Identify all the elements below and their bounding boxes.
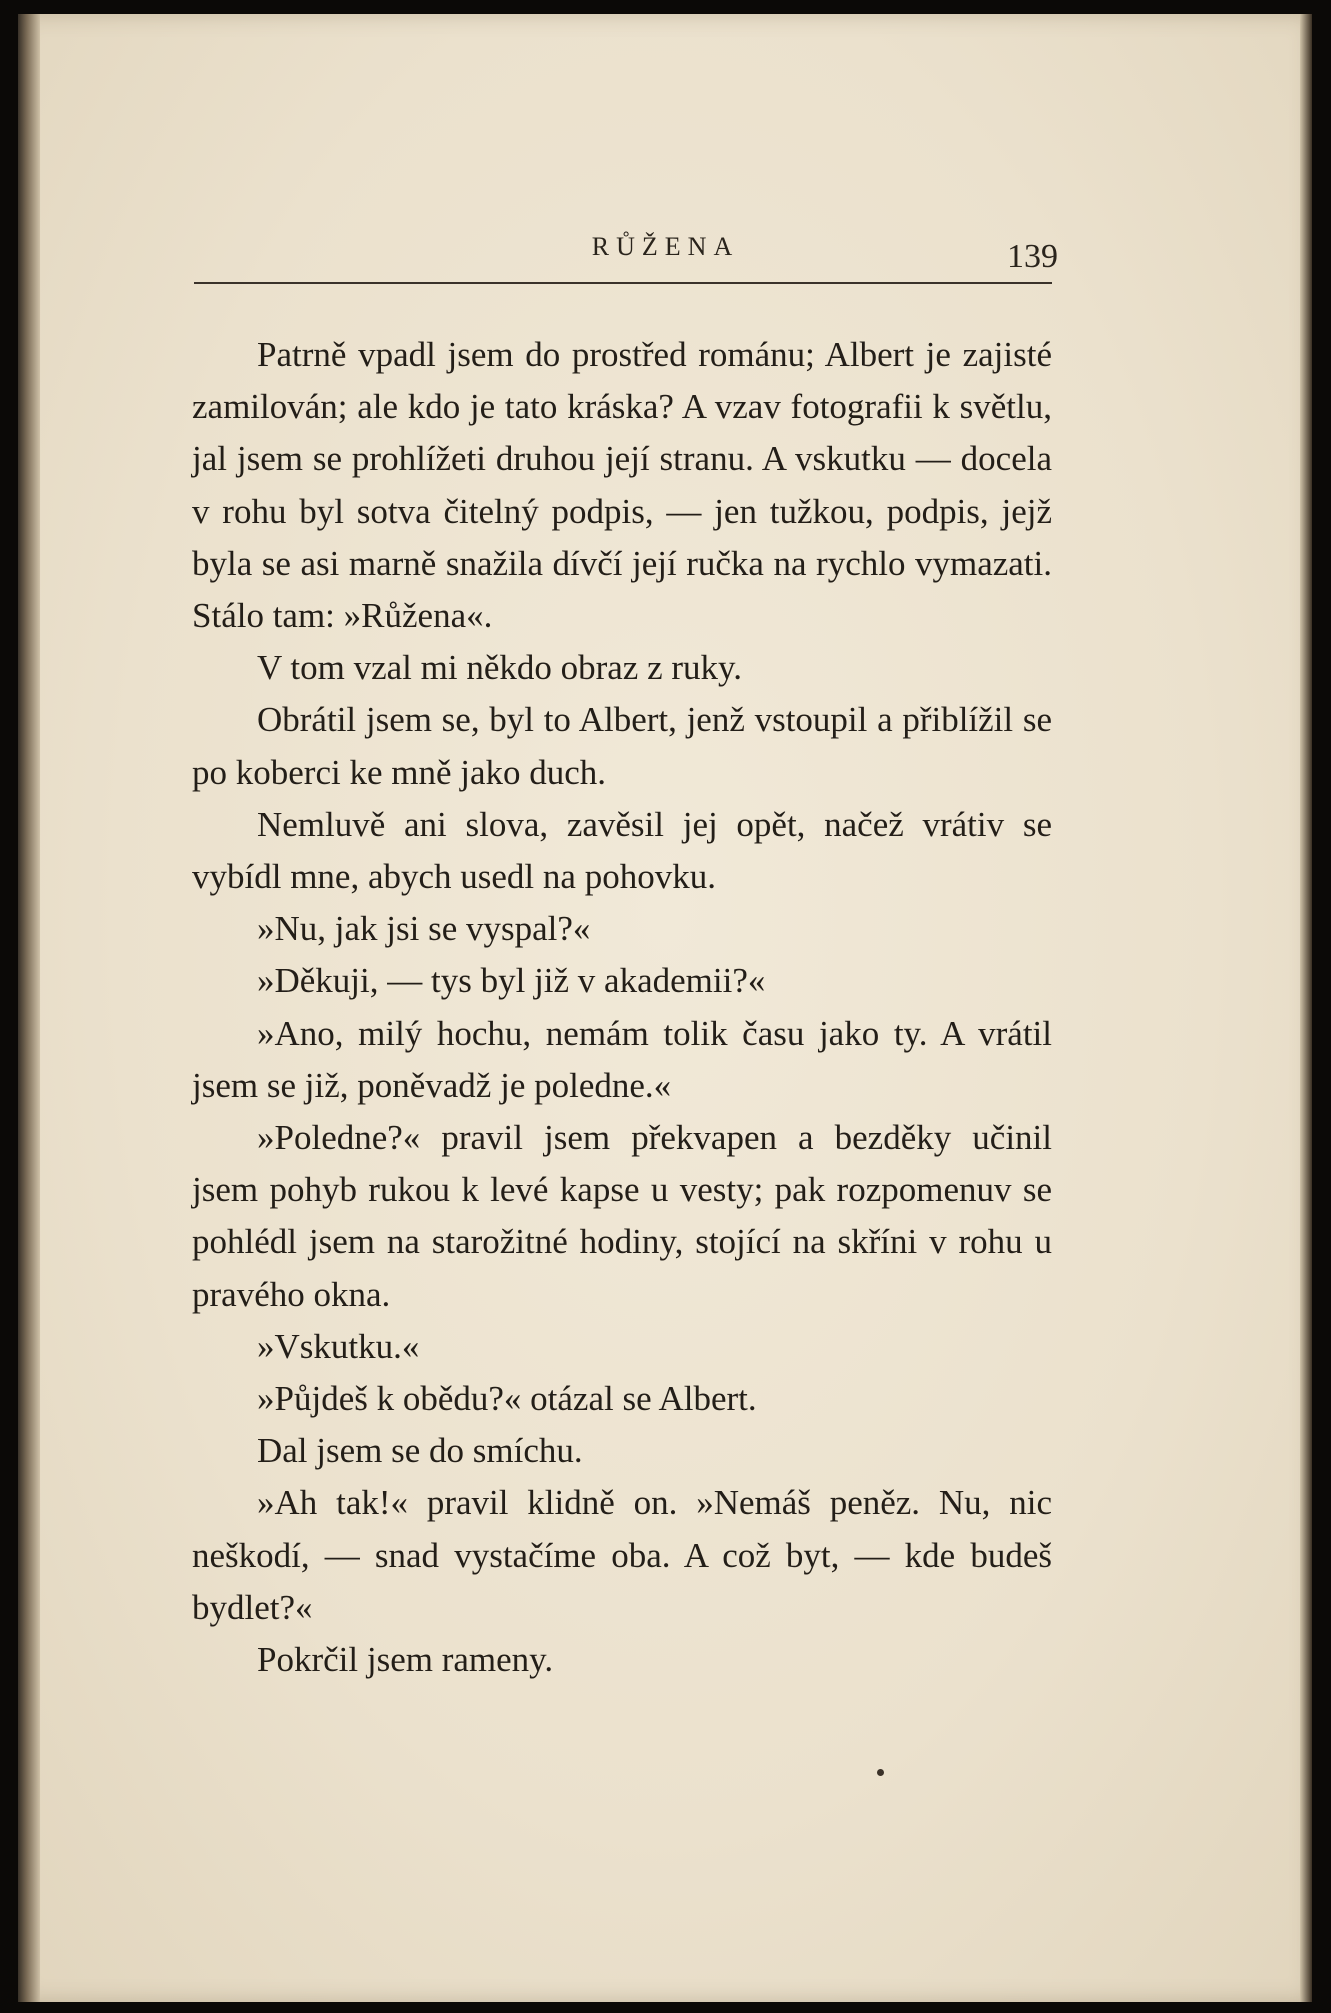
paragraph: Pokrčil jsem rameny. — [257, 1640, 554, 1680]
body-text — [192, 329, 1052, 1686]
paragraph: V tom vzal mi někdo obraz z ruky. — [257, 648, 743, 688]
running-title: RŮŽENA — [591, 232, 740, 261]
binding-gutter — [18, 14, 40, 2002]
paragraph: »Nu, jak jsi se vyspal?« — [257, 909, 591, 949]
paragraph: Obrátil jsem se, byl to Albert, jenž vstoupil a přiblížil se po koberci ke mně jako duch. — [192, 700, 1052, 792]
paragraph: Nemluvě ani slova, zavěsil jej opět, načež vrátiv se vybídl mne, abych usedl na pohovku. — [192, 804, 1052, 897]
paragraph: Dal jsem se do smíchu. — [257, 1431, 583, 1471]
paragraph: »Ano, milý hochu, nemám tolik času jako ty. A vrátil jsem se již, poněvadž je poledne.« — [192, 1013, 1052, 1105]
paragraph: »Děkuji, — tys byl již v akademii?« — [257, 961, 766, 1001]
page-number: 139 — [1007, 238, 1058, 275]
paragraph: »Poledne?« pravil jsem překvapen a bezděky učinil jsem pohyb rukou k levé kapse u vesty; pak rozpomenuv se pohlédl jsem na starožitné hodiny, stojící na skříni v rohu u pravého okna. — [192, 1118, 1052, 1314]
paragraph: »Vskutku.« — [257, 1326, 420, 1366]
header-rule — [194, 282, 1052, 284]
ink-speck — [877, 1769, 884, 1776]
paragraph: Patrně vpadl jsem do prostřed románu; Albert je zajisté zamilován; ale kdo je tato kráska? A vzav fotografii k světlu, jal jsem se prohlížeti druhou její stranu. A vskutku — docela v rohu byl sotva čitelný podpis, — jen tužkou, podpis, jejž byla se asi marně snažila dívčí její ručka na rychlo vymazati. Stálo tam: »Růžena«. — [192, 335, 1052, 636]
page-edge — [1300, 14, 1312, 2002]
paragraph: »Ah tak!« pravil klidně on. »Nemáš peněz. Nu, nic neškodí, — snad vystačíme oba. A což byt, — kde budeš bydlet?« — [192, 1483, 1052, 1627]
paragraph: »Půjdeš k obědu?« otázal se Albert. — [257, 1379, 757, 1419]
